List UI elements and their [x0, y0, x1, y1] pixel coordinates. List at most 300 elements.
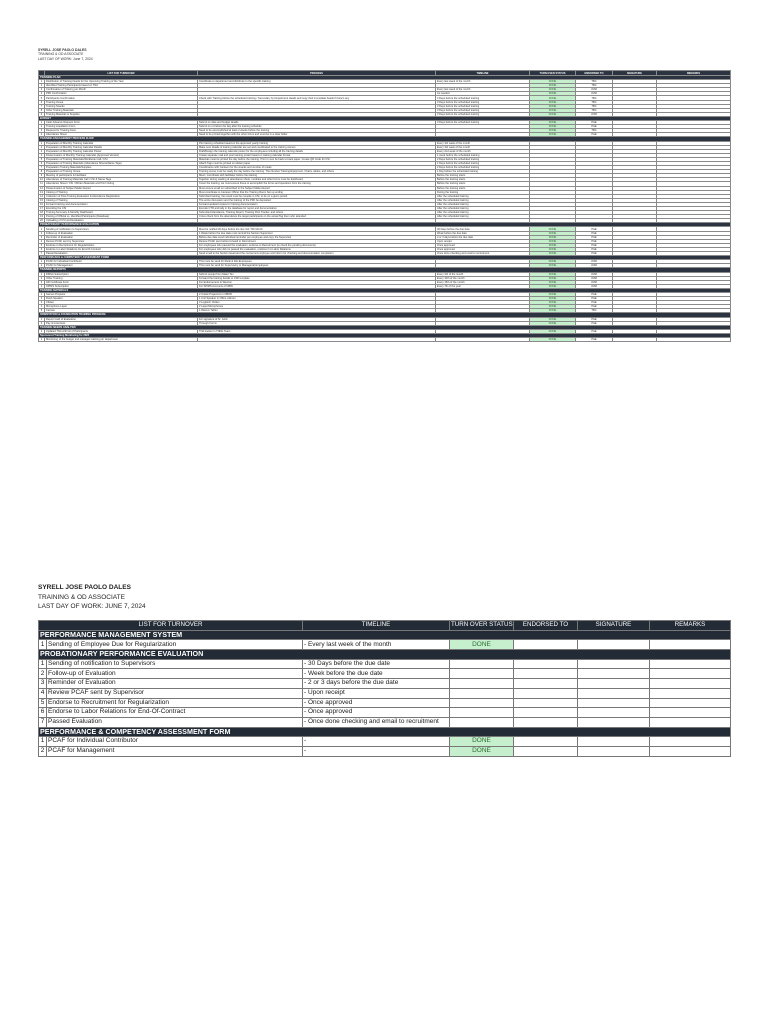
- turnover-item: Preparation of Monthly Training Calendar Poster: [45, 149, 198, 153]
- sheet-header: [38, 48, 730, 61]
- status-cell: [450, 679, 514, 689]
- row-number: 7: [39, 166, 45, 170]
- timeline-cell: 2 Days before the scheduled training: [436, 157, 530, 161]
- process-cell: [198, 338, 436, 342]
- turnover-item: Report Card of Evaluation: [45, 317, 198, 321]
- timeline-cell: - Upon receipt: [303, 688, 450, 698]
- process-cell: 3 Logitech Clicker: [198, 301, 436, 305]
- process-cell: Cover the training, we must ensure these to accomplish the forms and questions from the training: [198, 182, 436, 186]
- endorsed-to-cell: JUMI: [576, 264, 613, 268]
- status-cell: DONE: [530, 317, 576, 321]
- row-number: 6: [39, 161, 45, 165]
- row-number: 2: [39, 264, 45, 268]
- row-number: 2: [39, 746, 47, 756]
- process-cell: For employees who passed the evaluation, endorse to Recruitment (to check the pending documents): [198, 243, 436, 247]
- status-cell: DONE: [530, 125, 576, 129]
- process-cell: For employees who did not passed the evaluation, endorse it to Labor Relations: [198, 247, 436, 251]
- table-row: [39, 640, 731, 650]
- status-cell: DONE: [530, 338, 576, 342]
- process-cell: Cross check from the attendance the target participants on the actual Tag them who attended: [198, 215, 436, 219]
- row-number: 1: [39, 329, 45, 333]
- timeline-cell: After the scheduled training: [436, 211, 530, 215]
- turnover-item: Sending of notification to Supervisors: [47, 659, 303, 669]
- process-cell: For Endorsement to Wescon: [198, 280, 436, 284]
- remarks-cell: [650, 737, 731, 747]
- turnover-item: Attendance of Training Materials Call / CSI & Name Tags: [45, 178, 198, 182]
- process-cell: Meet / coordinate with facilitator before the training: [198, 174, 436, 178]
- status-cell: DONE: [450, 640, 514, 650]
- status-cell: DONE: [530, 235, 576, 239]
- endorsed-to-cell: P&E: [576, 297, 613, 301]
- endorsed-to-cell: TBC: [576, 100, 613, 104]
- section-title: PERFORMANCE & COMPETENCY ASSESSMENT FORM: [39, 256, 731, 260]
- endorsed-to-cell: P&E: [576, 235, 613, 239]
- header-cell: LIST FOR TURNOVER: [39, 621, 303, 631]
- row-number: 10: [40, 178, 43, 182]
- turnover-item: Distribution of Training Needs for the Upcoming Training of the Year: [45, 80, 198, 84]
- turnover-item: Dissemination of Monthly Training Calendar (Approved Version): [45, 153, 198, 157]
- row-number: 2: [39, 297, 45, 301]
- row-number: 6: [39, 247, 45, 251]
- row-number: 3: [39, 679, 47, 689]
- turnover-item: Flash Speaker: [45, 297, 198, 301]
- status-cell: DONE: [450, 737, 514, 747]
- turnover-item: Endorse to Recruitment for Regularization: [45, 243, 198, 247]
- endorsed-to-cell: P&E: [576, 231, 613, 235]
- turnover-item: Microphone Lapel: [45, 305, 198, 309]
- endorsed-to-cell: P&E: [576, 321, 613, 325]
- status-cell: [450, 659, 514, 669]
- status-cell: DONE: [530, 84, 576, 88]
- turnover-item: Forward training and documentation: [45, 202, 198, 206]
- row-number: 1: [39, 659, 47, 669]
- row-number: 7: [39, 252, 45, 256]
- header-cell: REMARKS: [650, 621, 731, 631]
- endorsed-to-cell: P&E: [576, 239, 613, 243]
- timeline-cell: Every 7th of the year: [436, 284, 530, 288]
- timeline-cell: As needed: [436, 92, 530, 96]
- timeline-cell: 1 week before the scheduled training: [436, 153, 530, 157]
- remarks-cell: [650, 688, 731, 698]
- timeline-cell: 2 or 3 days before the due date: [436, 235, 530, 239]
- timeline-cell: Before the training starts: [436, 182, 530, 186]
- header-cell: REMARKS: [657, 71, 731, 76]
- row-number: 1: [39, 141, 45, 145]
- timeline-cell: - Once approved: [303, 698, 450, 708]
- header-cell: PROCESS: [198, 71, 436, 76]
- row-number: 1: [39, 737, 47, 747]
- signature-cell: [578, 688, 650, 698]
- remarks-cell: [650, 717, 731, 727]
- status-cell: DONE: [530, 309, 576, 313]
- employee-name: SYRELL JOSE PAOLO DALES: [38, 584, 131, 591]
- signature-cell: [578, 717, 650, 727]
- turnover-item: Reminder of Evaluation: [47, 679, 303, 689]
- turnover-item: Training Summary & Monthly Dashboard: [45, 211, 198, 215]
- timeline-cell: Week before the due date: [436, 231, 530, 235]
- timeline-cell: After the scheduled training: [436, 194, 530, 198]
- process-cell: Before due date send individual reminder per employee and copy the Supervisor: [198, 235, 436, 239]
- section-title: TRAINING REPORTS: [39, 268, 731, 272]
- status-cell: [450, 708, 514, 718]
- endorsed-to-cell: P&E: [576, 247, 613, 251]
- process-cell: Review PCAF sent before forward to Recruitment: [198, 239, 436, 243]
- process-cell: 1 Unit Speaker in Office cabinet: [198, 297, 436, 301]
- signature-cell: [578, 679, 650, 689]
- process-cell: Forward the training details to CWI template: [198, 276, 436, 280]
- signature-cell: [613, 338, 657, 342]
- status-cell: DONE: [530, 292, 576, 296]
- timeline-cell: Once approved: [436, 247, 530, 251]
- section-title: Sponsored Training Monitoring for 2024: [39, 333, 731, 337]
- process-cell: Check with Training before the scheduled training / Secondary by Department Heads and copy their immediate heads if there's any: [198, 96, 436, 100]
- row-number: 1: [39, 260, 45, 264]
- endorsed-to-cell: [514, 717, 578, 727]
- turnover-item: PRF Confirmation: [45, 92, 198, 96]
- row-number: 5: [39, 698, 47, 708]
- row-number: 7: [39, 104, 45, 108]
- process-cell: 1 Week before the due date must remind the Section Supervisor: [198, 231, 436, 235]
- status-cell: DONE: [530, 260, 576, 264]
- process-cell: This must be send for Supervisory to Managerial Employees: [198, 264, 436, 268]
- process-cell: Training venue must be ready the day before the training. The Number Training Equipment, Chairs, tables, and others: [198, 170, 436, 174]
- turnover-item: Preparation of Monthly Training Calendar Details: [45, 145, 198, 149]
- timeline-cell: Once approved: [436, 243, 530, 247]
- turnover-item: Closing of Training: [45, 198, 198, 202]
- process-cell: Must coordinate to Canteen Officer that the Training Room Set up ending: [198, 190, 436, 194]
- process-cell: Coordination with Canteen for the snacks and number of meals: [198, 166, 436, 170]
- timeline-cell: [436, 338, 530, 342]
- timeline-cell: After the scheduled training: [436, 198, 530, 202]
- row-number: 7: [39, 717, 47, 727]
- row-number: 12: [40, 186, 43, 190]
- turnover-item: Training Materials & Supplies: [45, 112, 198, 116]
- remarks-cell: [650, 698, 731, 708]
- process-cell: Coordinate to department and distribute to the specific training: [198, 80, 436, 84]
- endorsed-to-cell: [514, 746, 578, 756]
- endorsed-to-cell: [514, 688, 578, 698]
- status-cell: DONE: [530, 321, 576, 325]
- timeline-cell: After the scheduled training: [436, 215, 530, 219]
- process-cell: TNA tracker in TNDH Team: [198, 329, 436, 333]
- timeline-cell: Before the training starts: [436, 174, 530, 178]
- row-number: 14: [40, 194, 43, 198]
- endorsed-to-cell: P&E: [576, 227, 613, 231]
- row-number: 8: [39, 170, 45, 174]
- endorsed-to-cell: P&E: [576, 292, 613, 296]
- timeline-cell: 1 Days before the scheduled training: [436, 161, 530, 165]
- section-title: TRAINING NEEDS ANALYSIS: [39, 325, 731, 329]
- row-number: 8: [39, 108, 45, 112]
- section-title: TRAINING MATERIALS: [39, 288, 731, 292]
- process-cell: Submitted training, the result must be compile in CSI, to be on a given period: [198, 194, 436, 198]
- process-cell: Together during reading of attendance sheet, modules and other forms must be distributed: [198, 178, 436, 182]
- status-cell: DONE: [530, 301, 576, 305]
- section-title: PROBATIONARY PERFORMANCE EVALUATION: [39, 650, 731, 660]
- turnover-item: Request for Training Fees: [45, 129, 198, 133]
- status-cell: DONE: [530, 227, 576, 231]
- row-number: 1: [39, 80, 45, 84]
- row-number: 5: [39, 157, 45, 161]
- row-number: 4: [39, 284, 45, 288]
- row-number: 4: [39, 92, 45, 96]
- signature-cell: [578, 737, 650, 747]
- process-cell: For SPIMS Accounts of NIBN: [198, 284, 436, 288]
- endorsed-to-cell: TBC: [576, 108, 613, 112]
- endorsed-to-cell: P&E: [576, 329, 613, 333]
- turnover-item: Training Venue: [45, 100, 198, 104]
- endorsed-to-cell: [514, 698, 578, 708]
- turnover-item: Other Training: [45, 276, 198, 280]
- status-cell: DONE: [530, 252, 576, 256]
- turnover-item: DMGA Subscription: [45, 272, 198, 276]
- turnover-item: Review PCAF sent by Supervisor: [47, 688, 303, 698]
- endorsed-to-cell: JUMI: [576, 276, 613, 280]
- table-row: [39, 679, 731, 689]
- status-cell: DONE: [530, 129, 576, 133]
- remarks-cell: [657, 338, 731, 342]
- row-number: 1: [39, 640, 47, 650]
- row-number: 3: [39, 88, 45, 92]
- turnover-item: Encoding the CSI: [45, 207, 198, 211]
- endorsed-to-cell: JUMI: [576, 284, 613, 288]
- timeline-cell: - Week before the due date: [303, 669, 450, 679]
- status-cell: DONE: [530, 284, 576, 288]
- row-number: 6: [39, 708, 47, 718]
- process-cell: 1 Wacom Tablet: [198, 309, 436, 313]
- turnover-item: Preparation Training Materials/Supplies: [45, 166, 198, 170]
- turnover-item: Attendance Sheet / CSI / Written Materials and Print Outing: [45, 182, 198, 186]
- status-cell: DONE: [530, 305, 576, 309]
- row-number: 1: [39, 121, 45, 125]
- timeline-cell: After the scheduled training: [436, 202, 530, 206]
- process-cell: Submit receipt from Mater Tec: [198, 272, 436, 276]
- status-cell: DONE: [530, 100, 576, 104]
- remarks-cell: [650, 708, 731, 718]
- row-number: 1: [39, 317, 45, 321]
- endorsed-to-cell: JUMI: [576, 260, 613, 264]
- signature-cell: [578, 708, 650, 718]
- process-cell: Must ensure email on subscribed to the Subject Matter Expert: [198, 186, 436, 190]
- process-cell: Make sure details of training calendar are set and coordinated to the training owners: [198, 145, 436, 149]
- status-cell: DONE: [450, 746, 514, 756]
- table-row: [39, 737, 731, 747]
- endorsed-to-cell: P&E: [576, 125, 613, 129]
- table-row: [39, 717, 731, 727]
- status-cell: DONE: [530, 329, 576, 333]
- status-cell: DONE: [530, 247, 576, 251]
- header-cell: TURN OVER STATUS: [530, 71, 576, 76]
- turnover-item: Pay & Incentives: [45, 321, 198, 325]
- row-number: 3: [39, 280, 45, 284]
- process-cell: Materials must be printed the day before the training. Print it must be back to back paper. Create QR Code for CSI: [198, 157, 436, 161]
- timeline-cell: 3 Days before the scheduled training: [436, 108, 530, 112]
- section-title: TRAINING ENGAGEMENT PROCESS FLOW: [39, 137, 731, 141]
- status-cell: DONE: [530, 297, 576, 301]
- row-number: 3: [39, 129, 45, 133]
- row-number: 3: [39, 235, 45, 239]
- turnover-item: PCAF for Management: [45, 264, 198, 268]
- section-title: PROBATIONARY PERFORMANCE EVALUATION: [39, 223, 731, 227]
- turnover-item: Review PCAF sent by Supervisor: [45, 239, 198, 243]
- timeline-cell: 1 Day before the scheduled training: [436, 170, 530, 174]
- turnover-item: Sending of notification to Supervisors: [45, 227, 198, 231]
- row-number: 18: [40, 211, 43, 215]
- turnover-item: PCAF for Management: [47, 746, 303, 756]
- turnover-item: Endorse to Recruitment for Regularization: [47, 698, 303, 708]
- timeline-cell: Upon receipt: [436, 239, 530, 243]
- timeline-cell: Every 3rd week of the month: [436, 141, 530, 145]
- process-cell: 2 Lapel Microphones: [198, 305, 436, 309]
- status-cell: DONE: [530, 276, 576, 280]
- endorsed-to-cell: P&E: [576, 133, 613, 137]
- process-cell: 2 Unitek Projectors in OBOD: [198, 292, 436, 296]
- row-number: 6: [39, 100, 45, 104]
- status-cell: [450, 688, 514, 698]
- status-cell: DONE: [530, 133, 576, 137]
- endorsed-to-cell: TBC: [576, 309, 613, 313]
- turnover-item: Cash Advance Request Form: [45, 121, 198, 125]
- endorsed-to-cell: TBC: [576, 96, 613, 100]
- signature-cell: [578, 698, 650, 708]
- sheet-header: [38, 583, 730, 612]
- timeline-cell: - Every last week of the month: [303, 640, 450, 650]
- turnover-table-detail: [38, 620, 731, 757]
- endorsed-to-cell: JUMI: [576, 88, 613, 92]
- turnover-item: Clicker: [45, 301, 198, 305]
- turnover-item: Participants Confirmation: [45, 96, 198, 100]
- employee-position: TRAINING & OD ASSOCIATE: [38, 52, 84, 57]
- timeline-cell: Every last week of the month: [436, 88, 530, 92]
- status-cell: DONE: [530, 272, 576, 276]
- turnover-item: Passed Evaluation: [47, 717, 303, 727]
- employee-name: SYRELL JOSE PAOLO DALES: [38, 48, 87, 52]
- endorsed-to-cell: TBC: [576, 129, 613, 133]
- process-cell: Through Forms: [198, 321, 436, 325]
- timeline-cell: Before the training starts: [436, 186, 530, 190]
- process-cell: Attach Tags must be printed on sticker paper: [198, 161, 436, 165]
- row-number: 16: [40, 202, 43, 206]
- row-number: 3: [39, 149, 45, 153]
- row-number: 17: [40, 207, 43, 211]
- endorsed-to-cell: TBC: [576, 84, 613, 88]
- endorsed-to-cell: P&E: [576, 301, 613, 305]
- timeline-cell: - 30 Days before the due date: [303, 659, 450, 669]
- turnover-item: Uploading of CSI and Evaluation: [45, 219, 198, 223]
- section-row: [39, 650, 731, 660]
- turnover-sheet-detail: [38, 583, 730, 755]
- row-number: 4: [39, 239, 45, 243]
- turnover-item: Passed Evaluation: [45, 252, 198, 256]
- turnover-item: Follow-up of Evaluation: [47, 669, 303, 679]
- signature-cell: [578, 746, 650, 756]
- timeline-cell: Every last week of the month: [436, 80, 530, 84]
- process-cell: The entire discussion and the training of the PDF be deposited: [198, 198, 436, 202]
- timeline-cell: 3 Days before the scheduled training: [436, 100, 530, 104]
- turnover-item: PCAF for Individual Contributor: [45, 260, 198, 264]
- turnover-item: Endorse to Labor Relations for End-Of-Contract: [47, 708, 303, 718]
- process-cell: Create separate mail and post training poster based on training calendar format: [198, 153, 436, 157]
- row-number: 1: [39, 272, 45, 276]
- header-cell: SIGNATURE: [578, 621, 650, 631]
- row-number: 13: [40, 190, 43, 194]
- turnover-item: Canvas: [45, 309, 198, 313]
- endorsed-to-cell: P&E: [576, 121, 613, 125]
- timeline-cell: Every 15th of the month: [436, 280, 530, 284]
- row-number: 15: [40, 198, 43, 202]
- endorsed-to-cell: JUMI: [576, 280, 613, 284]
- row-number: 11: [40, 182, 43, 186]
- section-title: BUDGET: [39, 116, 731, 120]
- header-cell: LIST FOR TURNOVER: [45, 71, 198, 76]
- process-cell: Need to be printed together with the other forms and must be in a clear folder: [198, 133, 436, 137]
- status-cell: DONE: [530, 264, 576, 268]
- turnover-item: Collection of Post-Training Evaluation & Attendance Registration: [45, 194, 198, 198]
- timeline-cell: - 2 or 3 days before the due date: [303, 679, 450, 689]
- row-number: 1: [39, 292, 45, 296]
- section-row: [39, 630, 731, 640]
- row-number: 5: [39, 243, 45, 247]
- process-cell: For signature of Sr. Gold: [198, 317, 436, 321]
- turnover-item: Sending of Employee Due for Regularization: [47, 640, 303, 650]
- endorsed-to-cell: JUMI: [576, 92, 613, 96]
- status-cell: DONE: [530, 104, 576, 108]
- turnover-sheet-summary: [38, 48, 730, 342]
- status-cell: DONE: [530, 88, 576, 92]
- table-row: [39, 688, 731, 698]
- employee-position: TRAINING & OD ASSOCIATE: [38, 593, 125, 601]
- signature-cell: [578, 640, 650, 650]
- timeline-cell: 3 Days before the scheduled training: [436, 112, 530, 116]
- turnover-item: Attendance Sheet: [45, 133, 198, 137]
- header-cell: ENDORSED TO: [576, 71, 613, 76]
- timeline-cell: 2 Days before the scheduled training: [436, 166, 530, 170]
- timeline-cell: Every 3rd of the month: [436, 272, 530, 276]
- endorsed-to-cell: [514, 679, 578, 689]
- timeline-cell: 3 Days before the scheduled training: [436, 104, 530, 108]
- turnover-item: Other Training Materials: [45, 108, 198, 112]
- status-cell: DONE: [530, 96, 576, 100]
- row-number: 3: [39, 301, 45, 305]
- turnover-item: Games Projector: [45, 292, 198, 296]
- timeline-cell: Before the training starts: [436, 178, 530, 182]
- section-row: [39, 727, 731, 737]
- turnover-item: Preparation of Training Materials (Attendance Sheets/Name Tags): [45, 161, 198, 165]
- remarks-cell: [650, 746, 731, 756]
- endorsed-to-cell: [514, 669, 578, 679]
- endorsed-to-cell: [514, 659, 578, 669]
- section-title: ORIENTATION & FOUNDATION TRAINING PROGRAM: [39, 313, 731, 317]
- endorsed-to-cell: P&E: [576, 252, 613, 256]
- turnover-item: Preparation of Training Materials/Workbook Call / CSI: [45, 157, 198, 161]
- status-cell: DONE: [530, 121, 576, 125]
- turnover-item: Preparation of Training Venue: [45, 170, 198, 174]
- table-row: [39, 698, 731, 708]
- process-cell: Send email to the Section Head and the concerned employee and inform for checking and documentation completion: [198, 252, 436, 256]
- process-cell: Submitted Attendance, Training Report, Training Post Tracker, and others: [198, 211, 436, 215]
- table-row: [39, 659, 731, 669]
- process-cell: Encode CTR and tally in the database for report and documentation: [198, 207, 436, 211]
- section-title: PERFORMANCE & COMPETENCY ASSESSMENT FORM: [39, 727, 731, 737]
- row-number: 9: [39, 174, 45, 178]
- endorsed-to-cell: TBC: [576, 104, 613, 108]
- turnover-item: Reminder of Evaluation: [45, 235, 198, 239]
- timeline-cell: - Once done checking and email to recruitment: [303, 717, 450, 727]
- process-cell: Plot training schedule based on the approved yearly training: [198, 141, 436, 145]
- timeline-cell: 30 Days before the due date: [436, 227, 530, 231]
- header-cell: ENDORSED TO: [514, 621, 578, 631]
- endorsed-to-cell: P&E: [576, 243, 613, 247]
